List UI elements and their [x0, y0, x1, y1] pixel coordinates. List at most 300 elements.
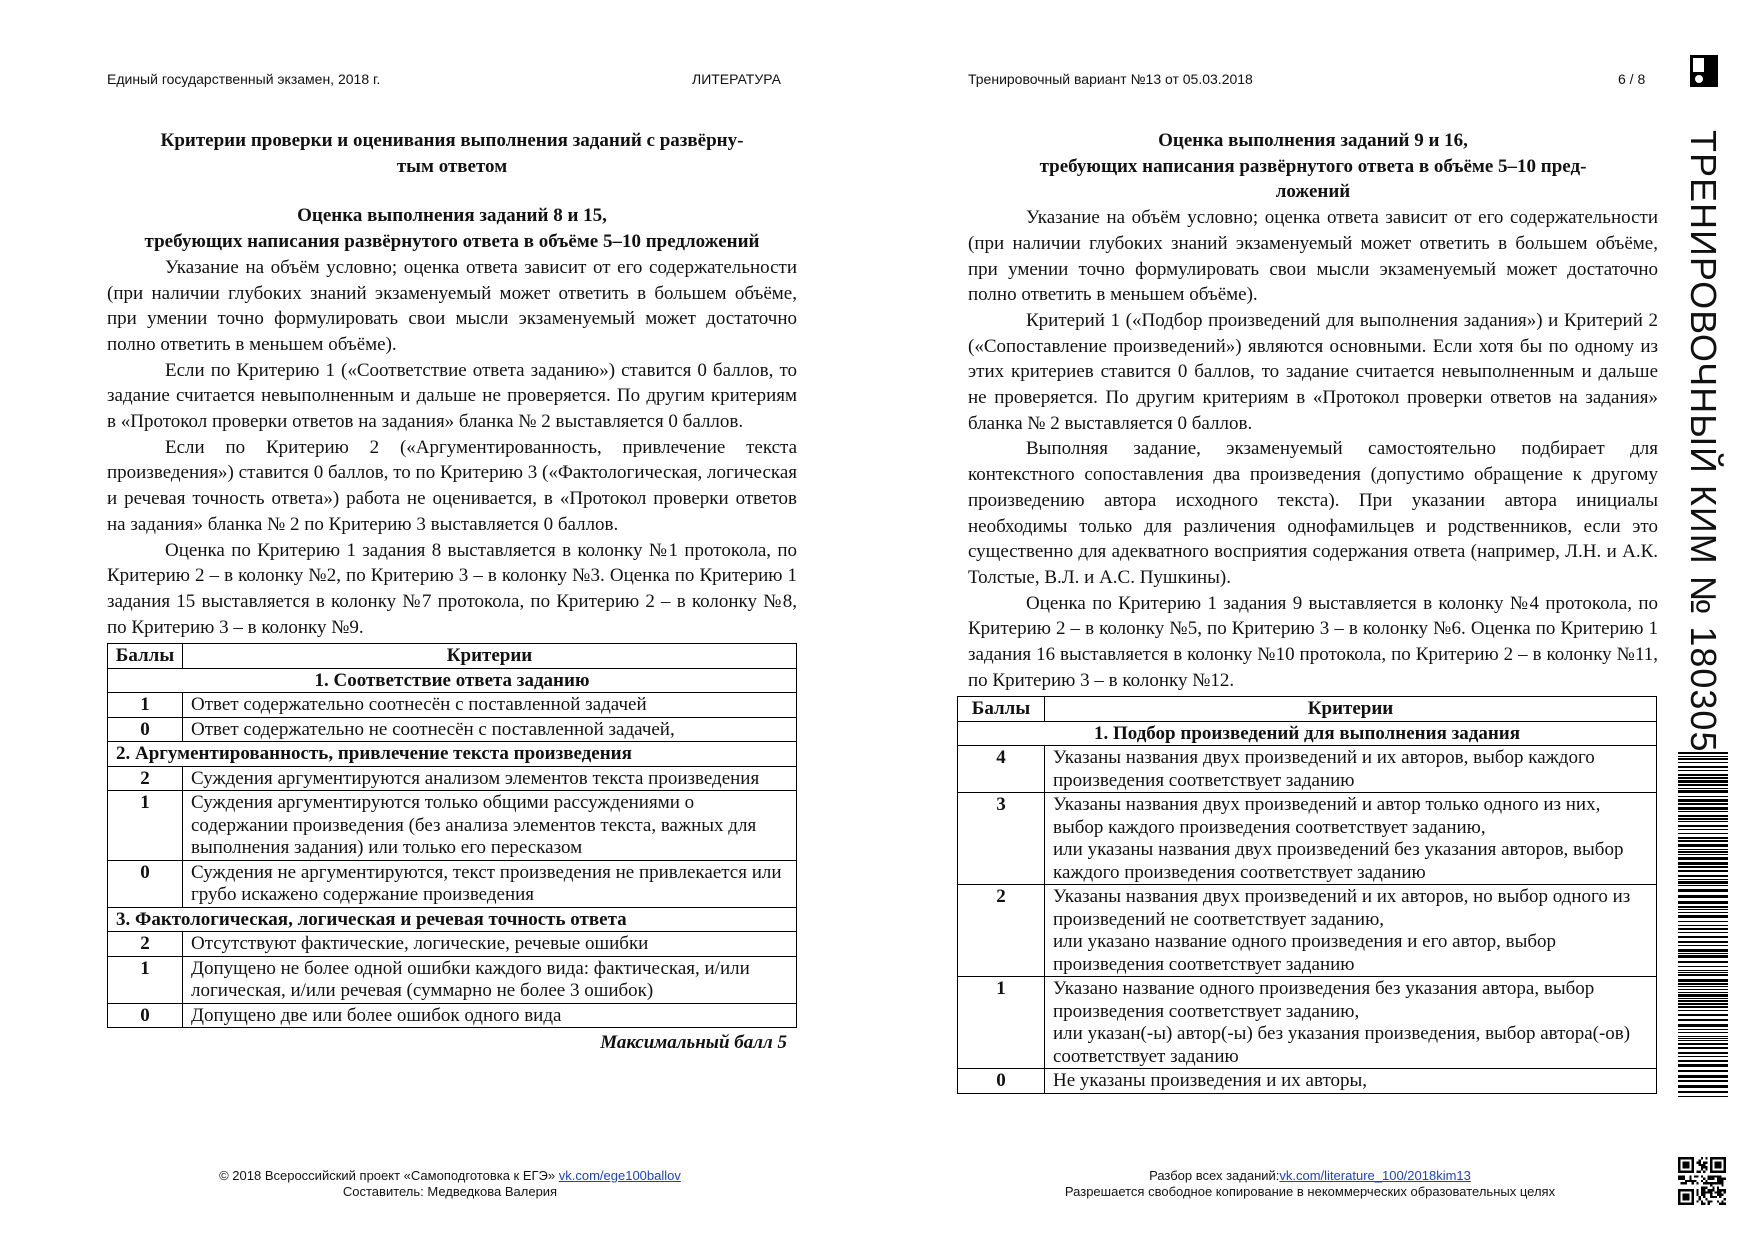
qr-module	[1719, 1194, 1721, 1196]
barcode-bar	[1678, 1006, 1728, 1008]
barcode-bar	[1678, 799, 1728, 802]
qr-module	[1699, 1171, 1701, 1173]
qr-module	[1694, 1180, 1696, 1182]
qr-module	[1678, 1175, 1680, 1177]
barcode-bar	[1678, 758, 1728, 760]
footer-right-note: Разрешается свободное копирование в некоммерческих образовательных целях	[1064, 1184, 1556, 1199]
barcode-bar	[1678, 1019, 1728, 1021]
qr-module	[1696, 1200, 1698, 1202]
qr-module	[1705, 1198, 1707, 1200]
qr-module	[1715, 1191, 1717, 1193]
qr-module	[1694, 1175, 1696, 1177]
table-row	[958, 1069, 1657, 1094]
qr-module	[1710, 1191, 1712, 1193]
qr-module	[1719, 1191, 1721, 1193]
col-score-header: Баллы	[108, 644, 183, 669]
barcode-bar	[1678, 932, 1728, 933]
criteria-cell: Суждения аргументируются только общими рассуждениями о содержании произведения (без анализа элементов текста, важных для выполнения задания) или только его пересказом	[183, 791, 797, 861]
criteria-text: Указаны названия двух произведений и автор только одного из них, выбор каждого произведения соответствует заданию,	[1053, 794, 1601, 838]
table-section-row	[958, 721, 1657, 746]
qr-module	[1692, 1180, 1694, 1182]
qr-module	[1717, 1175, 1719, 1177]
criteria-cell: Ответ содержательно не соотнесён с поставленной задачей,	[183, 717, 797, 742]
qr-module	[1696, 1189, 1698, 1191]
score-cell: 0	[958, 1069, 1045, 1094]
barcode-bar	[1678, 837, 1728, 839]
barcode-bar	[1678, 1070, 1728, 1072]
barcode-bar	[1678, 818, 1728, 820]
table-row	[108, 766, 797, 791]
criteria-text: Указано название одного произведения без указания автора, выбор произведения соответствует заданию,	[1053, 978, 1595, 1022]
barcode-bar	[1678, 807, 1728, 810]
qr-module	[1703, 1187, 1705, 1189]
criteria-cell: Отсутствуют фактические, логические, речевые ошибки	[183, 932, 797, 957]
qr-module	[1678, 1178, 1680, 1180]
barcode-bar	[1678, 762, 1728, 763]
barcode-bar	[1678, 889, 1728, 892]
qr-module	[1692, 1182, 1694, 1184]
barcode-bar	[1678, 1064, 1728, 1067]
barcode-bar	[1678, 780, 1728, 783]
qr-module	[1719, 1175, 1721, 1177]
qr-module	[1680, 1175, 1682, 1177]
score-cell: 4	[958, 746, 1045, 793]
col-criteria-header: Критерии	[1045, 697, 1657, 722]
barcode-bar	[1678, 1038, 1728, 1039]
barcode-bar	[1678, 992, 1728, 993]
qr-module	[1710, 1184, 1712, 1186]
right-paragraph: Указание на объём условно; оценка ответа зависит от его содержательности (при наличии глубоких знаний экзаменуемый может ответить в большем объёме, при умении точно формулировать свои мысли экзаменуемый может достаточно полно ответить в меньшем объёме).	[968, 207, 1658, 306]
qr-module	[1712, 1196, 1714, 1198]
score-cell: 1	[108, 693, 183, 718]
right-subtitle	[968, 128, 1658, 205]
criteria-cell	[1045, 977, 1657, 1069]
qr-module	[1708, 1203, 1710, 1205]
barcode-bar	[1678, 912, 1728, 913]
score-cell: 2	[108, 766, 183, 791]
table-section-row	[108, 668, 797, 693]
barcode-bar	[1678, 766, 1728, 768]
barcode-bar	[1678, 966, 1728, 967]
barcode-icon	[1678, 752, 1728, 1097]
barcode-bar	[1678, 955, 1728, 958]
qr-module	[1717, 1189, 1719, 1191]
qr-module	[1696, 1191, 1698, 1193]
qr-module	[1721, 1180, 1723, 1182]
barcode-bar	[1678, 770, 1728, 771]
qr-module	[1696, 1194, 1698, 1196]
barcode-bar	[1678, 875, 1728, 877]
qr-module	[1699, 1159, 1701, 1161]
barcode-bar	[1678, 998, 1728, 999]
left-title	[107, 128, 797, 179]
qr-module	[1717, 1200, 1719, 1202]
barcode-bar	[1678, 1040, 1728, 1041]
barcode-bar	[1678, 803, 1728, 805]
qr-module	[1708, 1191, 1710, 1193]
score-cell: 2	[958, 885, 1045, 977]
footer-left-copyright: © 2018 Всероссийский проект «Самоподготовка к ЕГЭ»	[219, 1168, 559, 1183]
barcode-bar	[1678, 774, 1728, 776]
barcode-bar	[1678, 829, 1728, 830]
score-cell: 1	[108, 956, 183, 1003]
header-variant: Тренировочный вариант №13 от 05.03.2018	[968, 71, 1253, 87]
qr-module	[1717, 1191, 1719, 1193]
criteria-cell	[1045, 793, 1657, 885]
qr-module	[1710, 1196, 1712, 1198]
qr-module	[1701, 1168, 1703, 1170]
barcode-bar	[1678, 961, 1728, 963]
qr-module	[1683, 1182, 1685, 1184]
qr-module	[1696, 1175, 1698, 1177]
qr-module	[1699, 1164, 1701, 1166]
qr-module	[1701, 1194, 1703, 1196]
score-cell: 0	[108, 1003, 183, 1028]
left-subtitle-line1: Оценка выполнения заданий 8 и 15,	[297, 205, 607, 227]
qr-module	[1710, 1178, 1712, 1180]
qr-code-icon	[1678, 1157, 1726, 1205]
qr-finder	[1715, 1162, 1722, 1169]
barcode-bar	[1678, 756, 1728, 757]
qr-module	[1685, 1182, 1687, 1184]
qr-module	[1708, 1175, 1710, 1177]
qr-module	[1689, 1175, 1691, 1177]
score-cell: 1	[108, 791, 183, 861]
barcode-bar	[1678, 862, 1728, 865]
left-paragraph: Если по Критерию 2 («Аргументированность, привлечение текста произведения») ставится 0 баллов, то по Критерию 3 («Фактологическая, логическая и речевая точность ответа») работа не оценивается, в «Протокол проверки ответов на задания» бланка № 2 по Критерию 3 выставляется 0 баллов.	[107, 436, 797, 535]
barcode-bar	[1678, 788, 1728, 789]
col-score-header: Баллы	[958, 697, 1045, 722]
footer-left-link[interactable]: vk.com/ege100ballov	[558, 1168, 681, 1183]
footer-right	[1000, 1168, 1620, 1200]
criteria-text-alt: или указаны названия двух произведений без указания авторов, выбор каждого произведения соответствует заданию	[1053, 839, 1624, 883]
qr-module	[1715, 1182, 1717, 1184]
qr-module	[1712, 1182, 1714, 1184]
table-row	[108, 860, 797, 907]
qr-module	[1701, 1189, 1703, 1191]
qr-module	[1708, 1182, 1710, 1184]
right-paragraph: Выполняя задание, экзаменуемый самостоятельно подбирает для контекстного сопоставления два произведения (допустимо обращение к другому произведению автора исходного текста). При указании автора инициалы необходимы только для различения однофамильцев и родственников, если это существенно для адекватного восприятия содержания ответа (например, Л.Н. и А.К. Толстые, В.Л. и А.С. Пушкины).	[968, 438, 1658, 588]
qr-module	[1721, 1182, 1723, 1184]
barcode-bar	[1678, 915, 1728, 918]
max-score: Максимальный балл 5	[600, 1032, 787, 1054]
barcode-bar	[1678, 790, 1728, 793]
section-title: 3. Фактологическая, логическая и речевая точность ответа	[108, 907, 797, 932]
barcode-bar	[1678, 974, 1728, 976]
qr-module	[1710, 1200, 1712, 1202]
qr-module	[1721, 1184, 1723, 1186]
corner-mark-icon	[1690, 55, 1718, 87]
criteria-text-alt: или указан(-ы) автор(-ы) без указания произведения, выбор автора(-ов) соответствует заданию	[1053, 1023, 1631, 1067]
qr-module	[1712, 1187, 1714, 1189]
barcode-bar	[1678, 833, 1728, 834]
sidebar-vertical-title: ТРЕНИРОВОЧНЫЙ КИМ № 180305	[1683, 130, 1724, 753]
qr-module	[1699, 1198, 1701, 1200]
barcode-bar	[1678, 909, 1728, 910]
barcode-bar	[1678, 866, 1728, 868]
qr-module	[1719, 1189, 1721, 1191]
criteria-cell: Ответ содержательно соотнесён с поставленной задачей	[183, 693, 797, 718]
barcode-bar	[1678, 1075, 1728, 1078]
barcode-bar	[1678, 1080, 1728, 1082]
left-criteria-table	[107, 643, 797, 1028]
qr-module	[1705, 1168, 1707, 1170]
qr-module	[1721, 1189, 1723, 1191]
criteria-cell: Не указаны произведения и их авторы,	[1045, 1069, 1657, 1094]
qr-module	[1705, 1187, 1707, 1189]
qr-module	[1701, 1187, 1703, 1189]
qr-module	[1689, 1180, 1691, 1182]
qr-module	[1710, 1175, 1712, 1177]
barcode-bar	[1678, 784, 1728, 786]
table-row	[108, 717, 797, 742]
table-row	[958, 977, 1657, 1069]
qr-module	[1703, 1171, 1705, 1173]
criteria-cell: Суждения не аргументируются, текст произведения не привлекается или грубо искажено содержание произведения	[183, 860, 797, 907]
left-page	[107, 128, 797, 1056]
qr-module	[1710, 1194, 1712, 1196]
left-title-line2: тым ответом	[396, 155, 508, 177]
right-subtitle-line3: ложений	[1275, 181, 1351, 203]
qr-module	[1701, 1203, 1703, 1205]
barcode-bar	[1678, 895, 1728, 898]
barcode-bar	[1678, 1036, 1728, 1037]
qr-module	[1712, 1175, 1714, 1177]
barcode-bar	[1678, 854, 1728, 855]
table-row	[958, 793, 1657, 885]
qr-module	[1696, 1182, 1698, 1184]
barcode-bar	[1678, 821, 1728, 822]
qr-module	[1721, 1203, 1723, 1205]
barcode-bar	[1678, 1003, 1728, 1005]
right-page	[968, 128, 1658, 1094]
header-page-number: 6 / 8	[1618, 71, 1646, 87]
qr-module	[1724, 1178, 1726, 1180]
qr-module	[1721, 1200, 1723, 1202]
qr-module	[1703, 1178, 1705, 1180]
barcode-bar	[1678, 983, 1728, 985]
table-row	[108, 932, 797, 957]
qr-module	[1701, 1164, 1703, 1166]
criteria-text-alt: или указано название одного произведения и его автор, выбор произведения соответствует заданию	[1053, 931, 1557, 975]
barcode-bar	[1678, 885, 1728, 886]
right-paragraph: Оценка по Критерию 1 задания 9 выставляется в колонку №4 протокола, по Критерию 2 – в колонку №5, по Критерию 3 – в колонку №6. Оценка по Критерию 1 задания 16 выставляется в колонку №10 протокола, по Критерию 2 – в колонку №11, по Критерию 3 – в колонку №12.	[968, 592, 1658, 691]
qr-module	[1717, 1178, 1719, 1180]
barcode-bar	[1678, 941, 1728, 943]
qr-module	[1719, 1182, 1721, 1184]
qr-module	[1703, 1189, 1705, 1191]
qr-module	[1705, 1180, 1707, 1182]
qr-finder	[1683, 1194, 1690, 1201]
table-row	[108, 791, 797, 861]
score-cell: 2	[108, 932, 183, 957]
barcode-bar	[1678, 811, 1728, 812]
table-row	[958, 885, 1657, 977]
qr-module	[1701, 1191, 1703, 1193]
qr-module	[1699, 1196, 1701, 1198]
left-title-line1: Критерии проверки и оценивания выполнения заданий с развёрну-	[160, 130, 744, 151]
barcode-bar	[1678, 1010, 1728, 1011]
qr-module	[1719, 1180, 1721, 1182]
left-subtitle-line2: требующих написания развёрнутого ответа в объёме 5–10 предложений	[144, 231, 760, 253]
footer-left	[150, 1168, 750, 1200]
qr-finder	[1683, 1162, 1690, 1169]
qr-module	[1703, 1191, 1705, 1193]
barcode-bar	[1678, 844, 1728, 847]
qr-module	[1705, 1157, 1707, 1159]
qr-module	[1699, 1162, 1701, 1164]
barcode-bar	[1678, 851, 1728, 853]
section-title: 1. Подбор произведений для выполнения задания	[958, 721, 1657, 746]
barcode-bar	[1678, 752, 1728, 754]
left-subtitle	[107, 203, 797, 254]
qr-module	[1724, 1198, 1726, 1200]
qr-module	[1696, 1171, 1698, 1173]
barcode-bar	[1678, 928, 1728, 930]
barcode-bar	[1678, 979, 1728, 982]
qr-module	[1710, 1189, 1712, 1191]
barcode-bar	[1678, 949, 1728, 952]
footer-right-label: Разбор всех заданий:	[1149, 1168, 1280, 1183]
qr-module	[1683, 1178, 1685, 1180]
left-paragraph: Оценка по Критерию 1 задания 8 выставляется в колонку №1 протокола, по Критерию 2 – в колонку №2, по Критерию 3 – в колонку №3. Оценка по Критерию 1 задания 15 выставляется в колонку №7 протокола, по Критерию 2 – в колонку №8, по Критерию 3 – в колонку №9.	[107, 539, 797, 638]
score-cell: 3	[958, 793, 1045, 885]
barcode-bar	[1678, 857, 1728, 860]
table-section-row	[108, 907, 797, 932]
barcode-bar	[1678, 906, 1728, 908]
qr-module	[1701, 1166, 1703, 1168]
barcode-bar	[1678, 925, 1728, 926]
criteria-text: Указаны названия двух произведений и их авторов, но выбор одного из произведений не соответствует заданию,	[1053, 886, 1631, 930]
qr-module	[1724, 1189, 1726, 1191]
footer-left-author: Составитель: Медведкова Валерия	[342, 1184, 558, 1199]
barcode-bar	[1678, 1085, 1728, 1088]
right-subtitle-line1: Оценка выполнения заданий 9 и 16,	[1158, 130, 1468, 151]
barcode-bar	[1678, 901, 1728, 904]
barcode-bar	[1678, 881, 1728, 884]
qr-module	[1703, 1162, 1705, 1164]
criteria-cell: Допущено не более одной ошибки каждого вида: фактическая, и/или логическая, и/или речевая (суммарно не более 3 ошибок)	[183, 956, 797, 1003]
barcode-bar	[1678, 870, 1728, 872]
qr-module	[1689, 1178, 1691, 1180]
section-title: 2. Аргументированность, привлечение текста произведения	[108, 742, 797, 767]
criteria-cell: Допущено две или более ошибок одного вида	[183, 1003, 797, 1028]
qr-module	[1705, 1191, 1707, 1193]
table-row	[108, 1003, 797, 1028]
qr-module	[1717, 1182, 1719, 1184]
qr-module	[1708, 1178, 1710, 1180]
barcode-bar	[1678, 1024, 1728, 1027]
qr-module	[1701, 1180, 1703, 1182]
score-cell: 1	[958, 977, 1045, 1069]
qr-module	[1703, 1194, 1705, 1196]
qr-module	[1703, 1203, 1705, 1205]
qr-module	[1710, 1182, 1712, 1184]
barcode-bar	[1678, 953, 1728, 954]
barcode-bar	[1678, 989, 1728, 990]
qr-module	[1717, 1187, 1719, 1189]
qr-module	[1696, 1162, 1698, 1164]
qr-module	[1717, 1180, 1719, 1182]
barcode-bar	[1678, 1060, 1728, 1062]
barcode-bar	[1678, 1047, 1728, 1049]
section-title: 1. Соответствие ответа заданию	[108, 668, 797, 693]
qr-module	[1712, 1189, 1714, 1191]
qr-module	[1721, 1178, 1723, 1180]
qr-module	[1717, 1194, 1719, 1196]
barcode-bar	[1678, 994, 1728, 997]
qr-module	[1721, 1194, 1723, 1196]
barcode-bar	[1678, 1029, 1728, 1030]
qr-module	[1715, 1175, 1717, 1177]
qr-module	[1715, 1196, 1717, 1198]
barcode-bar	[1678, 1056, 1728, 1057]
criteria-cell: Суждения аргументируются анализом элементов текста произведения	[183, 766, 797, 791]
barcode-bar	[1678, 972, 1728, 973]
criteria-cell: Указаны названия двух произведений и их авторов, выбор каждого произведения соответствует заданию	[1045, 746, 1657, 793]
score-cell: 0	[108, 860, 183, 907]
qr-module	[1719, 1196, 1721, 1198]
barcode-bar	[1678, 921, 1728, 922]
barcode-bar	[1678, 970, 1728, 971]
footer-right-link[interactable]: vk.com/literature_100/2018kim13	[1279, 1168, 1471, 1183]
barcode-bar	[1678, 1014, 1728, 1016]
score-cell: 0	[108, 717, 183, 742]
barcode-bar	[1678, 815, 1728, 817]
qr-module	[1683, 1175, 1685, 1177]
right-paragraph: Критерий 1 («Подбор произведений для выполнения задания») и Критерий 2 («Сопоставление произведений») являются основными. Если хотя бы по одному из этих критериев ставится 0 баллов, то задание считается невыполненным и дальше не проверяется. По другим критериям в «Протокол проверки ответов на задания» бланка № 2 выставляется 0 баллов.	[968, 309, 1658, 434]
barcode-bar	[1678, 986, 1728, 987]
barcode-bar	[1678, 945, 1728, 946]
barcode-bar	[1678, 1052, 1728, 1054]
barcode-bar	[1678, 840, 1728, 842]
table-section-row	[108, 742, 797, 767]
qr-module	[1703, 1166, 1705, 1168]
header-subject: ЛИТЕРАТУРА	[692, 71, 781, 87]
barcode-bar	[1678, 849, 1728, 850]
barcode-bar	[1678, 796, 1728, 797]
qr-module	[1724, 1191, 1726, 1193]
barcode-bar	[1678, 936, 1728, 938]
qr-module	[1708, 1200, 1710, 1202]
table-row	[958, 746, 1657, 793]
barcode-bar	[1678, 777, 1728, 779]
qr-module	[1705, 1182, 1707, 1184]
qr-module	[1719, 1178, 1721, 1180]
header-exam-title: Единый государственный экзамен, 2018 г.	[107, 71, 381, 87]
table-row	[108, 693, 797, 718]
qr-module	[1719, 1203, 1721, 1205]
barcode-bar	[1678, 1091, 1728, 1093]
col-criteria-header: Критерии	[183, 644, 797, 669]
criteria-cell	[1045, 885, 1657, 977]
table-row	[108, 956, 797, 1003]
qr-module	[1724, 1203, 1726, 1205]
qr-module	[1705, 1162, 1707, 1164]
right-subtitle-line2: требующих написания развёрнутого ответа в объёме 5–10 пред-	[1039, 155, 1587, 177]
barcode-bar	[1678, 1032, 1728, 1033]
barcode-bar	[1678, 1000, 1728, 1002]
left-paragraph: Указание на объём условно; оценка ответа зависит от его содержательности (при наличии глубоких знаний экзаменуемый может ответить в большем объёме, при умении точно формулировать свои мысли экзаменуемый может достаточно полно ответить в меньшем объёме).	[107, 256, 797, 355]
qr-module	[1703, 1164, 1705, 1166]
qr-module	[1680, 1182, 1682, 1184]
qr-module	[1701, 1175, 1703, 1177]
qr-module	[1705, 1166, 1707, 1168]
barcode-bar	[1678, 879, 1728, 880]
qr-module	[1703, 1196, 1705, 1198]
right-criteria-table	[957, 696, 1657, 1094]
qr-module	[1680, 1178, 1682, 1180]
